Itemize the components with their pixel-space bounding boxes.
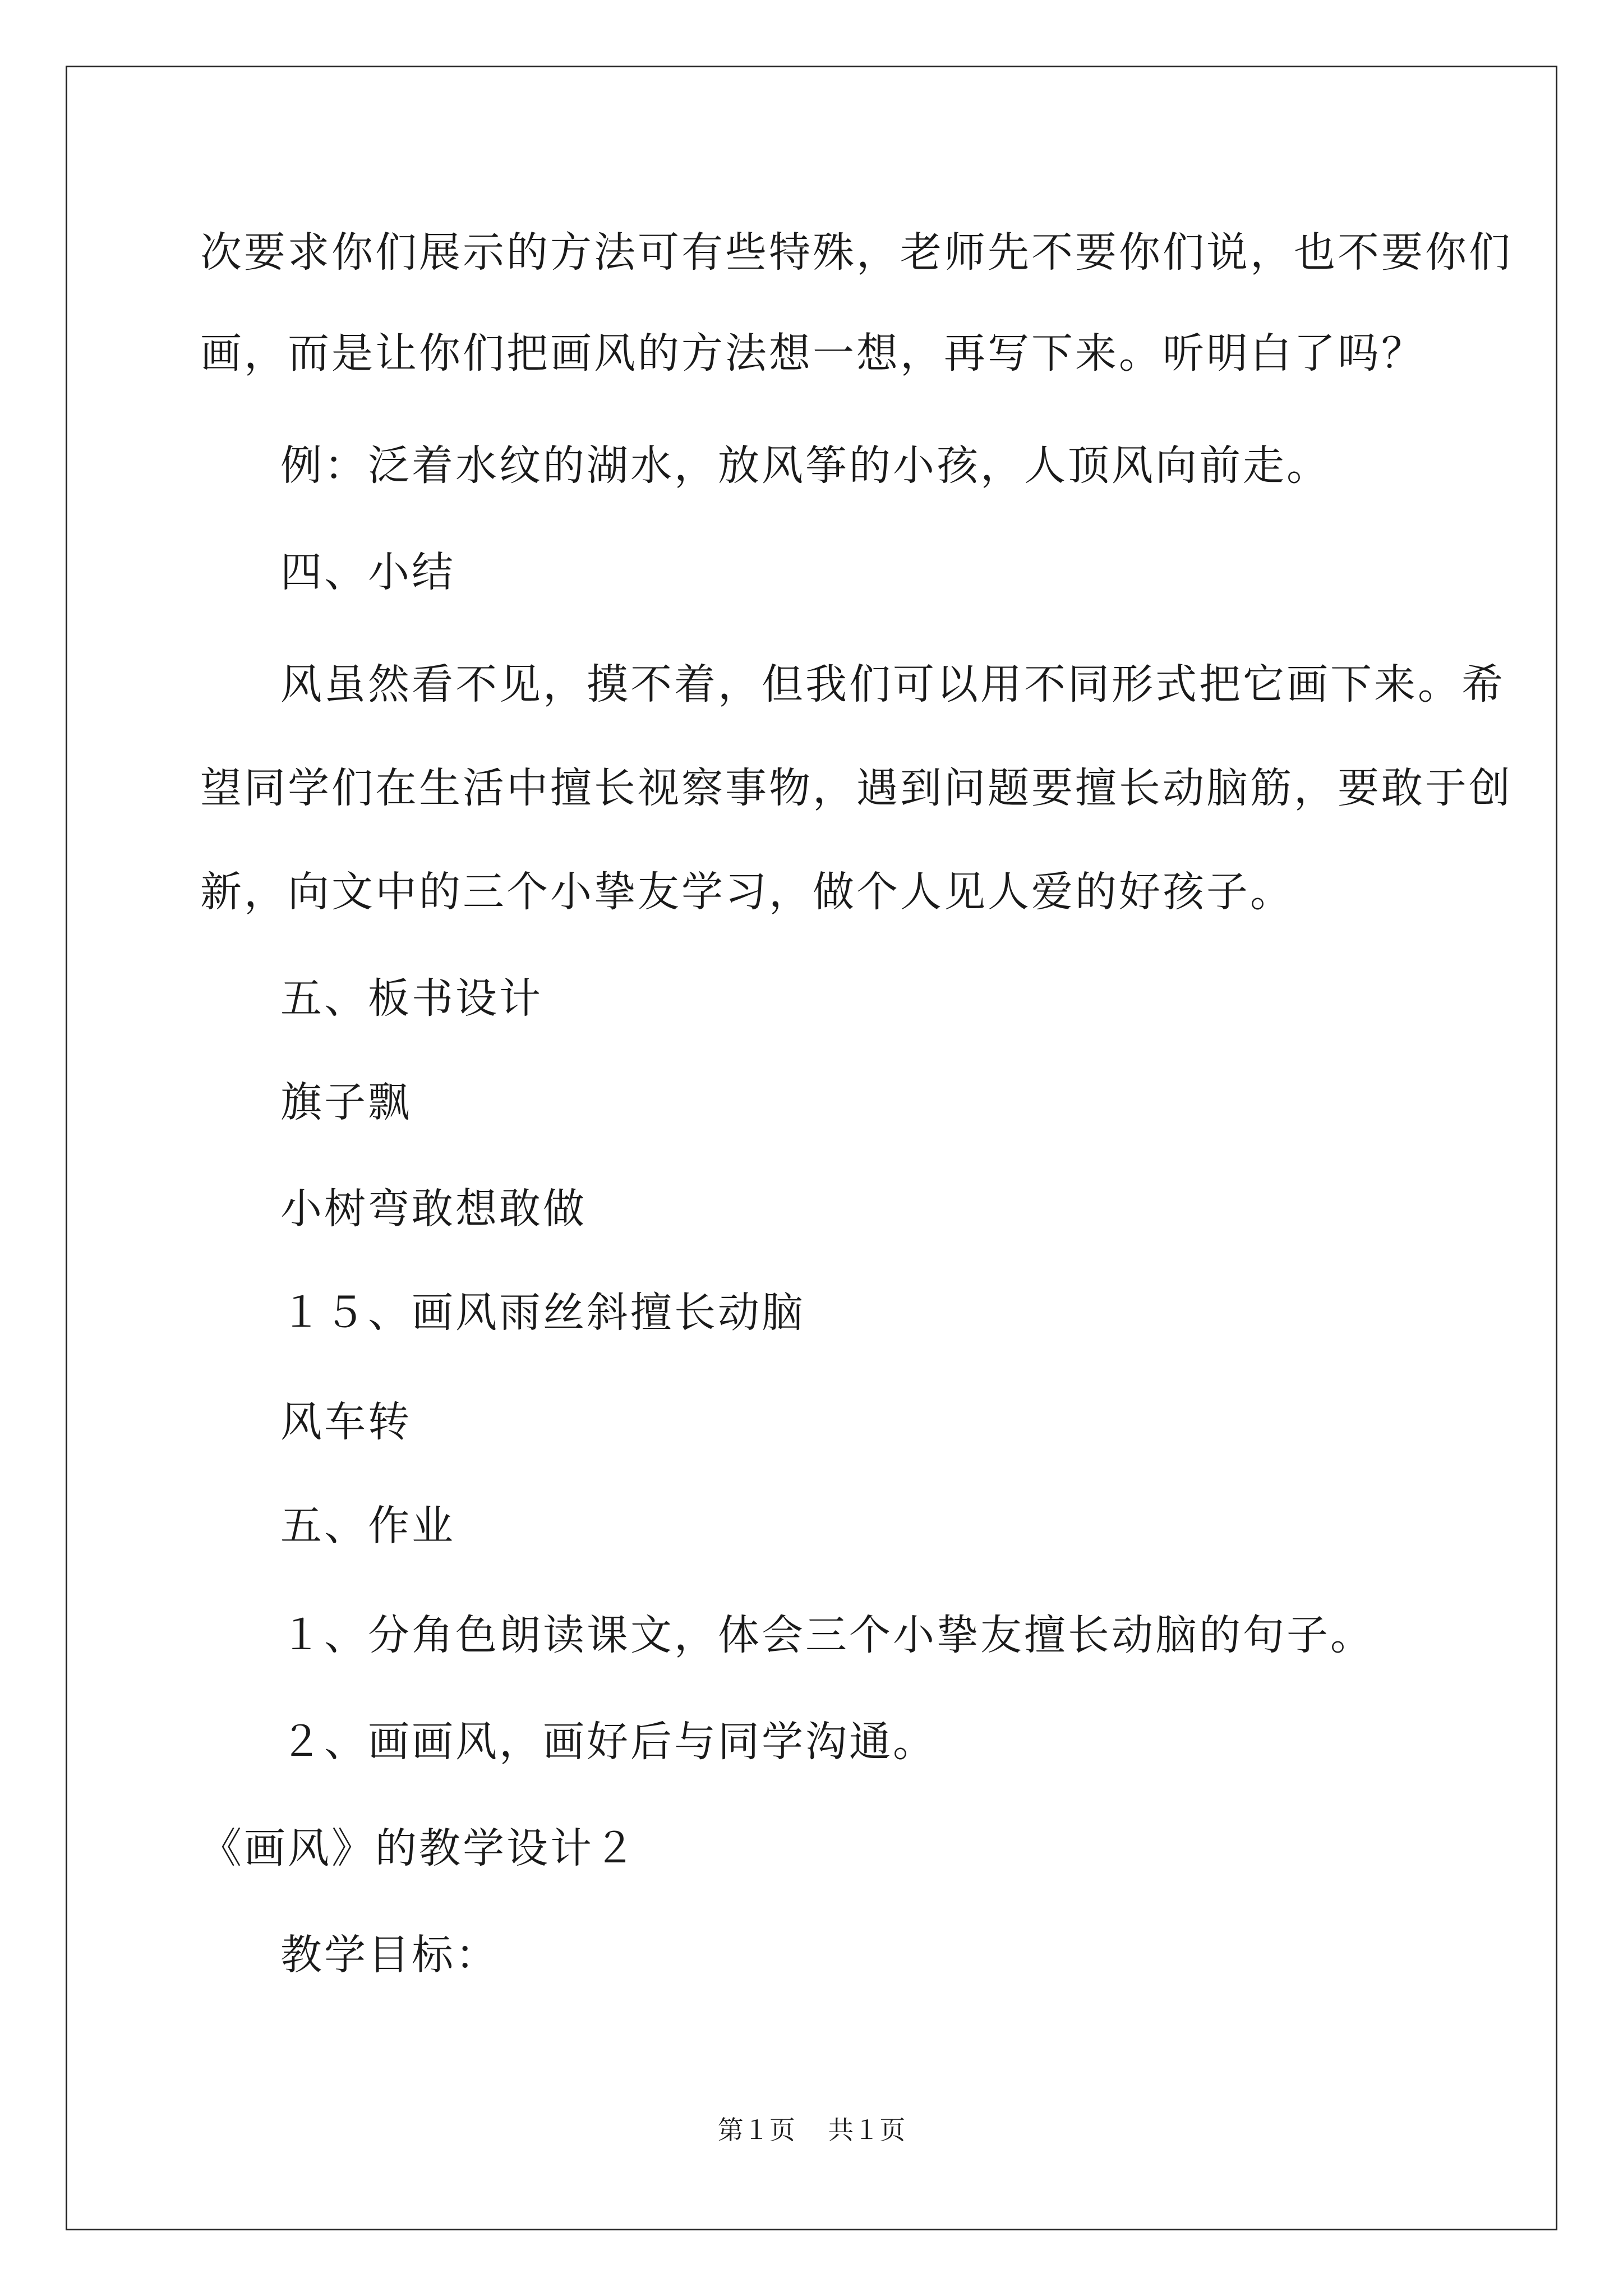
paragraph-line: 风虽然看不见，摸不着，但我们可以用不同形式把它画下来。希: [280, 660, 1505, 708]
board-line: １５、画风雨丝斜擅长动脑: [280, 1289, 805, 1337]
board-line: 旗子飘: [280, 1078, 412, 1126]
paragraph-line: 新，向文中的三个小挚友学习，做个人见人爱的好孩子。: [200, 868, 1294, 916]
section-heading-homework: 五、作业: [280, 1502, 455, 1550]
board-line: 风车转: [280, 1398, 412, 1446]
page-border: [66, 66, 1557, 2230]
paragraph-line: 次要求你们展示的方法可有些特殊，老师先不要你们说，也不要你们: [200, 228, 1513, 277]
section-heading-objectives: 教学目标：: [280, 1931, 499, 1979]
homework-item: １、分角色朗读课文，体会三个小挚友擅长动脑的句子。: [280, 1611, 1374, 1659]
section-heading-board: 五、板书设计: [280, 974, 543, 1023]
document-title: 《画风》的教学设计２: [200, 1824, 638, 1872]
homework-item: ２、画画风，画好后与同学沟通。: [280, 1718, 937, 1766]
page-number: 第１页 共１页: [717, 2115, 906, 2145]
example-paragraph: 例：泛着水纹的湖水，放风筝的小孩，人顶风向前走。: [280, 441, 1330, 490]
section-heading-summary: 四、小结: [280, 548, 455, 596]
board-line: 小树弯敢想敢做: [280, 1185, 587, 1233]
paragraph-line: 画，而是让你们把画风的方法想一想，再写下来。听明白了吗？: [200, 329, 1425, 378]
paragraph-line: 望同学们在生活中擅长视察事物，遇到问题要擅长动脑筋，要敢于创: [200, 764, 1513, 812]
